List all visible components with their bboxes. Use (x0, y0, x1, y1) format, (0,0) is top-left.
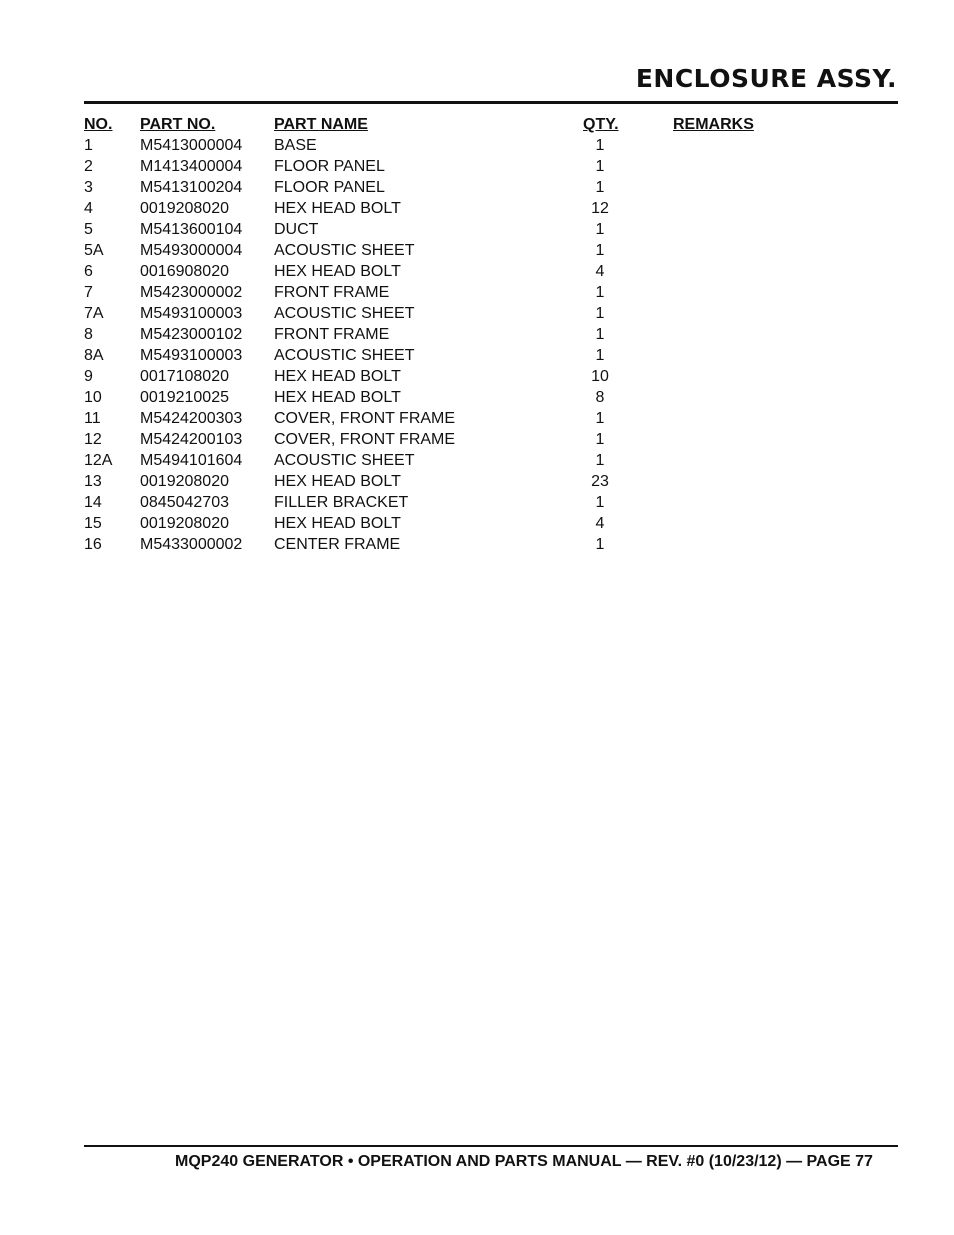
table-row (84, 534, 764, 555)
page-footer (84, 1153, 898, 1171)
cell-part-name: ACOUSTIC SHEET (274, 347, 415, 364)
footer-divider (84, 1145, 898, 1147)
cell-part-name: FLOOR PANEL (274, 179, 385, 196)
cell-no: 7 (84, 284, 93, 301)
page-title: ENCLOSURE ASSY. (635, 64, 897, 93)
cell-no: 4 (84, 200, 93, 217)
cell-qty: 1 (595, 347, 605, 364)
cell-part-no: M5423000002 (140, 284, 243, 301)
cell-qty: 8 (595, 389, 605, 406)
cell-part-no: M1413400004 (140, 158, 243, 175)
cell-no: 12A (84, 452, 113, 469)
cell-part-no: M5423000102 (140, 326, 243, 343)
table-row (84, 513, 764, 534)
title-divider (84, 101, 898, 104)
cell-no: 15 (84, 515, 102, 532)
cell-part-no: M5433000002 (140, 536, 243, 553)
table-row (84, 471, 764, 492)
parts-list-table (84, 114, 764, 555)
cell-part-name: HEX HEAD BOLT (274, 368, 401, 385)
cell-part-name: HEX HEAD BOLT (274, 515, 401, 532)
cell-no: 8A (84, 347, 104, 364)
cell-part-name: BASE (274, 137, 317, 154)
table-row (84, 492, 764, 513)
cell-part-name: HEX HEAD BOLT (274, 473, 401, 490)
table-row (84, 408, 764, 429)
cell-part-no: M5413600104 (140, 221, 243, 238)
table-row (84, 261, 764, 282)
table-row (84, 429, 764, 450)
footer-text: MQP240 GENERATOR • OPERATION AND PARTS MANUAL — REV. #0 (10/23/12) — PAGE 77 (175, 1153, 873, 1170)
cell-part-no: 0019210025 (140, 389, 229, 406)
cell-no: 5A (84, 242, 104, 259)
cell-qty: 1 (595, 284, 605, 301)
table-row (84, 240, 764, 261)
cell-no: 10 (84, 389, 102, 406)
table-row (84, 324, 764, 345)
cell-no: 8 (84, 326, 93, 343)
cell-no: 9 (84, 368, 93, 385)
cell-part-no: M5493000004 (140, 242, 243, 259)
header-part-no: PART NO. (140, 116, 216, 133)
cell-qty: 1 (595, 158, 605, 175)
header-qty: QTY. (583, 116, 619, 133)
cell-no: 5 (84, 221, 93, 238)
cell-qty: 1 (595, 494, 605, 511)
cell-no: 1 (84, 137, 93, 154)
table-row (84, 366, 764, 387)
table-row (84, 219, 764, 240)
cell-part-no: M5493100003 (140, 305, 243, 322)
cell-no: 11 (84, 410, 101, 427)
cell-part-no: 0017108020 (140, 368, 229, 385)
cell-part-no: M5413100204 (140, 179, 243, 196)
cell-qty: 1 (595, 326, 605, 343)
cell-no: 3 (84, 179, 93, 196)
cell-part-name: FRONT FRAME (274, 284, 390, 301)
cell-part-name: ACOUSTIC SHEET (274, 242, 415, 259)
cell-part-no: 0016908020 (140, 263, 229, 280)
table-row (84, 345, 764, 366)
cell-qty: 1 (595, 242, 605, 259)
table-row (84, 450, 764, 471)
cell-no: 13 (84, 473, 102, 490)
cell-part-no: 0019208020 (140, 200, 229, 217)
cell-qty: 12 (591, 200, 609, 217)
header-remarks: REMARKS (673, 116, 754, 133)
cell-part-name: ACOUSTIC SHEET (274, 305, 415, 322)
table-header-row (84, 114, 764, 135)
cell-qty: 1 (595, 305, 605, 322)
cell-part-name: FILLER BRACKET (274, 494, 409, 511)
cell-qty: 1 (595, 221, 605, 238)
cell-part-no: M5424200103 (140, 431, 243, 448)
cell-no: 7A (84, 305, 104, 322)
cell-qty: 4 (595, 515, 605, 532)
cell-qty: 23 (591, 473, 609, 490)
cell-part-name: FLOOR PANEL (274, 158, 385, 175)
cell-qty: 1 (595, 137, 605, 154)
table-row (84, 387, 764, 408)
cell-no: 14 (84, 494, 102, 511)
cell-part-name: HEX HEAD BOLT (274, 389, 401, 406)
cell-no: 6 (84, 263, 93, 280)
cell-part-name: FRONT FRAME (274, 326, 390, 343)
cell-no: 2 (84, 158, 93, 175)
cell-part-name: HEX HEAD BOLT (274, 263, 401, 280)
table-row (84, 303, 764, 324)
table-body (84, 135, 764, 555)
cell-qty: 10 (591, 368, 609, 385)
cell-part-name: DUCT (274, 221, 319, 238)
cell-part-no: M5413000004 (140, 137, 243, 154)
cell-part-name: HEX HEAD BOLT (274, 200, 401, 217)
cell-no: 12 (84, 431, 102, 448)
cell-part-name: COVER, FRONT FRAME (274, 410, 456, 427)
cell-part-no: 0019208020 (140, 515, 229, 532)
cell-part-no: M5493100003 (140, 347, 243, 364)
cell-part-no: M5424200303 (140, 410, 243, 427)
cell-part-name: ACOUSTIC SHEET (274, 452, 415, 469)
cell-part-name: CENTER FRAME (274, 536, 401, 553)
header-no: NO. (84, 116, 113, 133)
table-row (84, 282, 764, 303)
cell-qty: 1 (595, 431, 605, 448)
cell-no: 16 (84, 536, 102, 553)
cell-qty: 1 (595, 452, 605, 469)
table-row (84, 198, 764, 219)
cell-part-no: M5494101604 (140, 452, 243, 469)
header-part-name: PART NAME (274, 116, 368, 133)
cell-qty: 4 (595, 263, 605, 280)
cell-part-name: COVER, FRONT FRAME (274, 431, 456, 448)
cell-part-no: 0845042703 (140, 494, 229, 511)
table-row (84, 135, 764, 156)
cell-qty: 1 (595, 179, 605, 196)
cell-qty: 1 (595, 410, 605, 427)
cell-part-no: 0019208020 (140, 473, 229, 490)
table-row (84, 177, 764, 198)
cell-qty: 1 (595, 536, 605, 553)
table-row (84, 156, 764, 177)
